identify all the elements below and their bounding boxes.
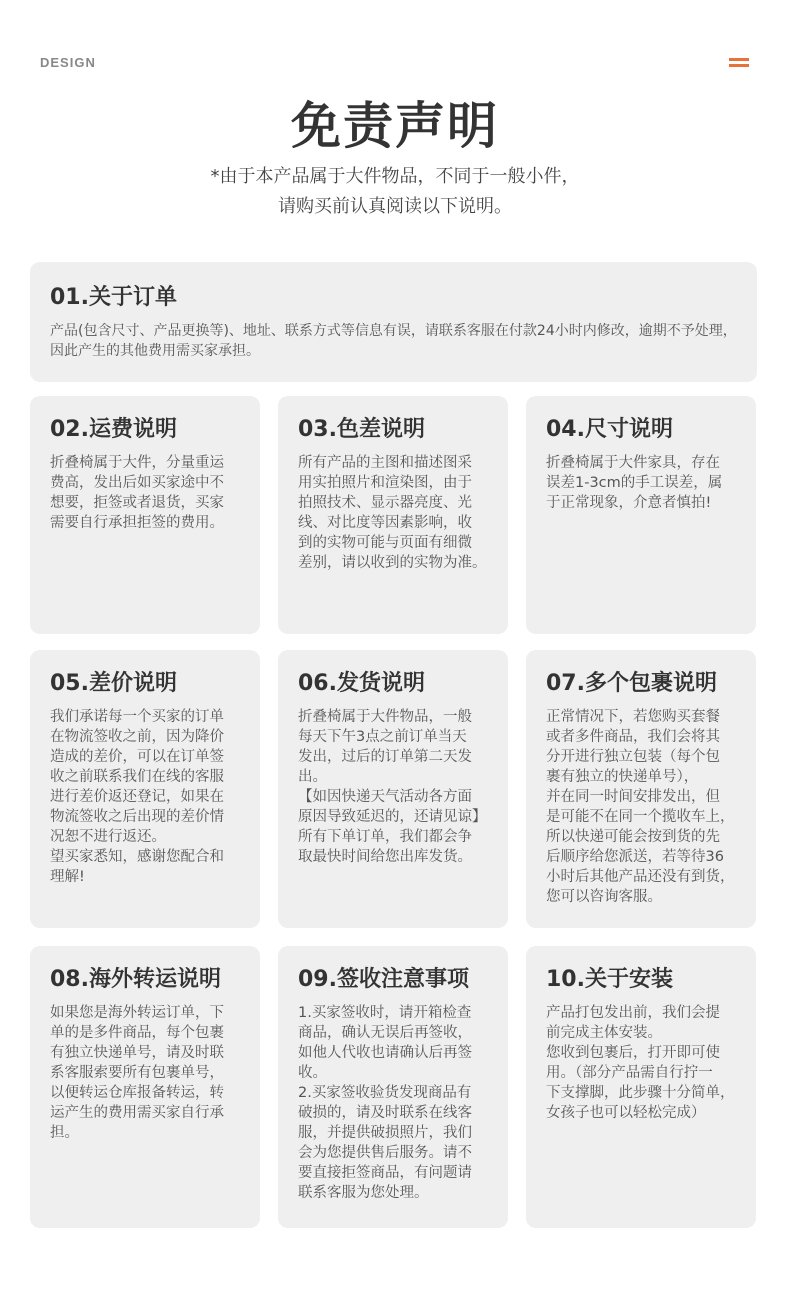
section-card-receipt-notes: [278, 946, 508, 1228]
section-title: 04.尺寸说明: [546, 417, 673, 442]
section-body: 正常情况下，若您购买套餐 或者多件商品，我们会将其 分开进行独立包装（每个包 裹有独立的快递单号）， 并在同一时间安排发出，但 是可能不在同一个揽收车上， 所以快递可能会按到货的先 后顺序给您派送，若等待36 小时后其他产品还没有到货， 您可以咨询客服。: [546, 709, 735, 905]
subtitle-line-2: 请购买前认真阅读以下说明。: [278, 196, 512, 217]
hamburger-menu-icon[interactable]: [729, 58, 749, 68]
section-body: 折叠椅属于大件物品，一般 每天下午3点之前订单当天 发出，过后的订单第二天发 出。 【如因快递天气活动各方面 原因导致延迟的，还请见谅】 所有下单订单，我们都会争 取最快时间给您出库发货。: [298, 709, 487, 865]
section-card-order: [30, 262, 757, 382]
section-title: 06.发货说明: [298, 671, 425, 696]
section-body: 所有产品的主图和描述图采 用实拍照片和渲染图，由于 拍照技术、显示器亮度、光 线、对比度等因素影响，收 到的实物可能与页面有细微 差别，请以收到的实物为准。: [298, 455, 487, 571]
section-body: 产品打包发出前，我们会提 前完成主体安装。 您收到包裹后，打开即可使 用。（部分产品需自行拧一 下支撑脚，此步骤十分简单， 女孩子也可以轻松完成）: [546, 1005, 735, 1121]
section-body: 折叠椅属于大件，分量重运 费高，发出后如买家途中不 想要，拒签或者退货，买家 需要自行承担拒签的费用。: [50, 455, 224, 531]
section-title: 01.关于订单: [50, 285, 177, 310]
section-card-size: [526, 396, 756, 634]
section-title: 03.色差说明: [298, 417, 425, 442]
section-title: 08.海外转运说明: [50, 967, 221, 992]
section-title: 10.关于安装: [546, 967, 673, 992]
section-card-multiple-packages: [526, 650, 756, 928]
section-title: 09.签收注意事项: [298, 967, 469, 992]
section-card-color-difference: [278, 396, 508, 634]
subtitle-line-1: *由于本产品属于大件物品，不同于一般小件，: [210, 166, 580, 187]
section-title: 07.多个包裹说明: [546, 671, 717, 696]
section-title: 05.差价说明: [50, 671, 177, 696]
section-card-overseas-transfer: [30, 946, 260, 1228]
section-body: 产品(包含尺寸、产品更换等)、地址、联系方式等信息有误，请联系客服在付款24小时内修改，逾期不予处理，因此产生的其他费用需买家承担。: [50, 323, 737, 359]
section-card-price-difference: [30, 650, 260, 928]
section-card-shipping-fee: [30, 396, 260, 634]
section-body: 我们承诺每一个买家的订单 在物流签收之前，因为降价 造成的差价，可以在订单签 收之前联系我们在线的客服 进行差价返还登记，如果在 物流签收之后出现的差价情 况恕不进行返还。 望买家悉知，感谢您配合和 理解!: [50, 709, 224, 885]
design-tag: DESIGN: [40, 55, 96, 70]
section-body: 如果您是海外转运订单，下 单的是多件商品，每个包裹 有独立快递单号，请及时联 系客服索要所有包裹单号， 以便转运仓库报备转运，转 运产生的费用需买家自行承 担。: [50, 1005, 224, 1141]
page-title: 免责声明: [291, 97, 499, 155]
section-title: 02.运费说明: [50, 417, 177, 442]
section-body: 1.买家签收时，请开箱检查 商品，确认无误后再签收， 如他人代收也请确认后再签 收。 2.买家签收验货发现商品有 破损的，请及时联系在线客 服，并提供破损照片，我们 会为您提供售后服务。请不 要直接拒签商品，有问题请 联系客服为您处理。: [298, 1005, 472, 1201]
section-card-delivery: [278, 650, 508, 928]
section-body: 折叠椅属于大件家具，存在 误差1-3cm的手工误差，属 于正常现象，介意者慎拍!: [546, 455, 723, 511]
section-card-installation: [526, 946, 756, 1228]
